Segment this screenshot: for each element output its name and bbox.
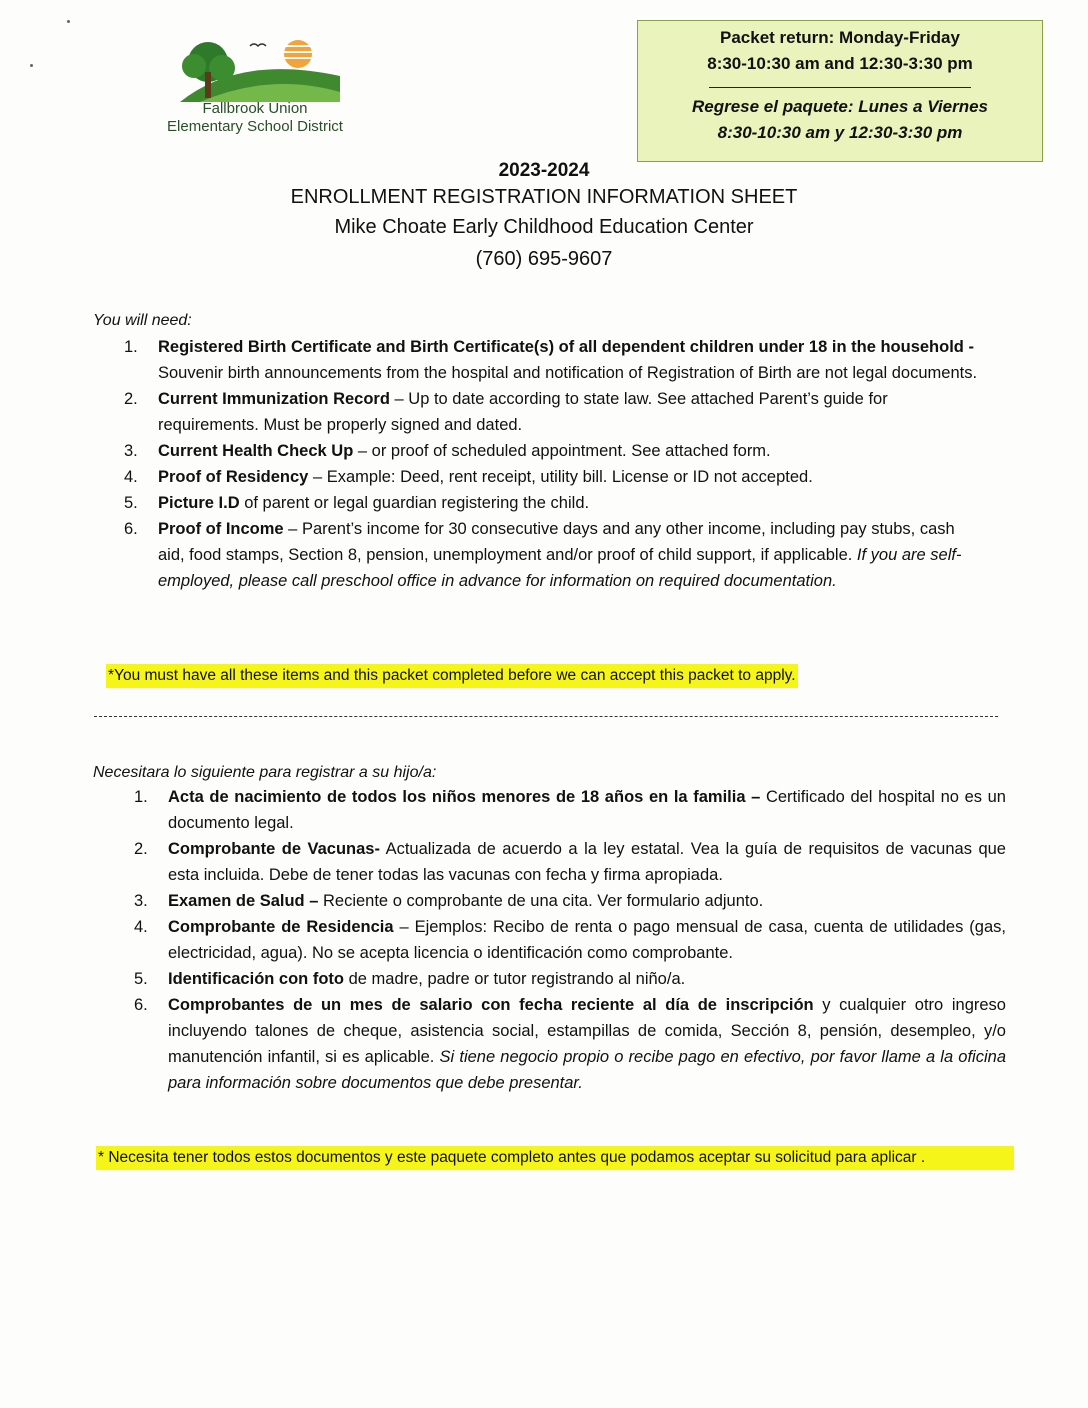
list-item	[124, 490, 984, 516]
packet-return-en: Packet return: Monday-Friday	[720, 28, 960, 47]
tree-hills-sun-icon	[180, 36, 340, 102]
item-text: – Parent’s income for 30 consecutive days and any other income, including pay stubs, cash aid, food stamps, Section 8, pension, unemployment and/or proof of child support, if applicable.	[158, 520, 955, 564]
item-heading: Registered Birth Certificate and Birth Certificate(s) of all dependent children under 18 in the household -	[158, 338, 974, 356]
packet-hours-es: 8:30-10:30 am y 12:30-3:30 pm	[717, 123, 963, 142]
list-item	[134, 784, 1006, 836]
item-text: of parent or legal guardian registering the child.	[239, 494, 590, 512]
divider	[709, 87, 971, 88]
list-item	[124, 334, 984, 386]
district-logo	[140, 36, 370, 146]
packet-return-es: Regrese el paquete: Lunes a Viernes	[691, 97, 989, 116]
item-number: 6.	[134, 996, 148, 1014]
english-highlight-note: *You must have all these items and this packet completed before we can accept this packet to apply.	[106, 664, 798, 688]
list-item	[124, 464, 984, 490]
item-heading: Current Immunization Record	[158, 390, 390, 408]
center-phone: (760) 695-9607	[475, 248, 613, 270]
item-number: 2.	[134, 840, 148, 858]
spanish-requirements-list	[134, 784, 1006, 1096]
item-heading: Current Health Check Up	[158, 442, 354, 460]
item-number: 6.	[124, 520, 138, 538]
district-name-line2: Elementary School District	[167, 118, 343, 135]
item-heading: Examen de Salud –	[168, 892, 319, 910]
item-text: y cualquier otro ingreso incluyendo talones de cheque, asistencia social, estampillas de comida, Sección 8, pensión, desempleo, y/o manutención infantil, si es aplicable.	[168, 996, 1006, 1066]
english-requirements-list	[124, 334, 984, 594]
item-number: 5.	[134, 970, 148, 988]
item-heading: Proof of Income	[158, 520, 284, 538]
list-item	[134, 992, 1006, 1096]
item-number: 4.	[134, 918, 148, 936]
spanish-intro: Necesitara lo siguiente para registrar a su hijo/a:	[93, 764, 437, 781]
item-number: 3.	[124, 442, 138, 460]
item-text: de madre, padre or tutor registrando al niño/a.	[344, 970, 686, 988]
item-text: Actualizada de acuerdo a la ley estatal. Vea la guía de requisitos de vacunas que esta incluida. Debe de tener todas las vacunas con fecha y firma apropiada.	[168, 840, 1006, 884]
item-text: Souvenir birth announcements from the hospital and notification of Registration of Birth are not legal documents.	[158, 364, 978, 382]
item-number: 4.	[124, 468, 138, 486]
packet-hours-en: 8:30-10:30 am and 12:30-3:30 pm	[707, 54, 973, 73]
district-name-line1: Fallbrook Union	[202, 100, 308, 117]
list-item	[134, 888, 1006, 914]
item-text: Reciente o comprobante de una cita. Ver formulario adjunto.	[318, 892, 764, 910]
list-item	[134, 966, 1006, 992]
scan-speck	[30, 64, 33, 67]
item-text: – or proof of scheduled appointment. See attached form.	[353, 442, 771, 460]
center-name: Mike Choate Early Childhood Education Center	[334, 216, 754, 238]
item-number: 1.	[134, 788, 148, 806]
item-heading: Comprobante de Vacunas-	[168, 840, 380, 858]
item-note: If you are self-employed, please call preschool office in advance for information on required documentation.	[158, 546, 962, 590]
list-item	[134, 914, 1006, 966]
item-heading: Identificación con foto	[168, 970, 344, 988]
list-item	[124, 438, 984, 464]
spanish-highlight-note: * Necesita tener todos estos documentos y este paquete completo antes que podamos aceptar su solicitud para aplicar .	[96, 1146, 1014, 1170]
english-intro: You will need:	[93, 312, 192, 329]
item-text: – Up to date according to state law. See attached Parent’s guide for requirements. Must be properly signed and dated.	[158, 390, 888, 434]
section-divider	[94, 716, 998, 717]
item-heading: Comprobante de Residencia	[168, 918, 394, 936]
item-heading: Comprobantes de un mes de salario con fecha reciente al día de inscripción	[168, 996, 814, 1014]
item-text: – Example: Deed, rent receipt, utility bill. License or ID not accepted.	[308, 468, 813, 486]
item-heading: Acta de nacimiento de todos los niños menores de 18 años en la familia –	[168, 788, 761, 806]
list-item	[124, 516, 984, 594]
item-number: 2.	[124, 390, 138, 408]
item-number: 1.	[124, 338, 138, 356]
list-item	[134, 836, 1006, 888]
packet-return-box	[637, 20, 1043, 162]
item-number: 3.	[134, 892, 148, 910]
item-text: Certificado del hospital no es un documento legal.	[168, 788, 1006, 832]
item-number: 5.	[124, 494, 138, 512]
item-heading: Proof of Residency	[158, 468, 309, 486]
school-year: 2023-2024	[498, 160, 590, 181]
list-item	[124, 386, 984, 438]
document-title: ENROLLMENT REGISTRATION INFORMATION SHEET	[290, 186, 798, 208]
item-heading: Picture I.D	[158, 494, 240, 512]
item-note: Si tiene negocio propio o recibe pago en efectivo, por favor llame a la oficina para información sobre documentos que debe presentar.	[168, 1048, 1006, 1092]
item-text: – Ejemplos: Recibo de renta o pago mensual de casa, cuenta de utilidades (gas, electricidad, agua). No se acepta licencia o identificación como comprobante.	[168, 918, 1006, 962]
scan-speck	[67, 20, 70, 23]
